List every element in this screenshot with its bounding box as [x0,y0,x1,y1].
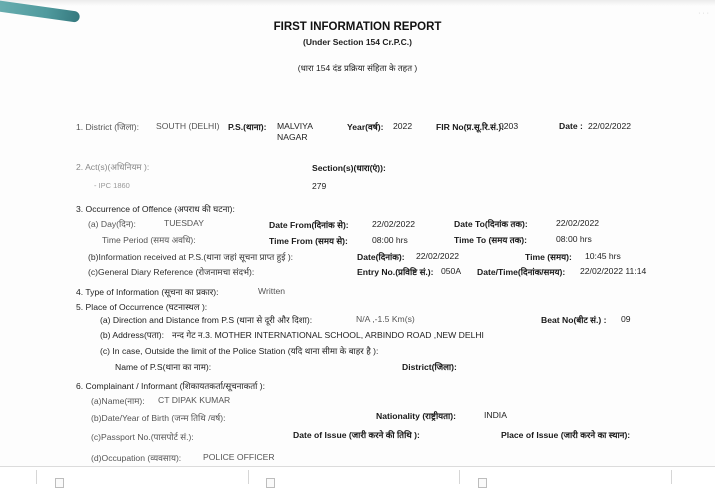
beat-no-label: Beat No(बीट सं.) : [541,315,607,325]
entry-no-value: 050A [441,266,462,276]
info-date-label: Date(दिनांक): [357,252,405,262]
passport-label: (c)Passport No.(पासपोर्ट सं.): [91,432,194,442]
day-label: (a) Day(दिन): [88,219,136,229]
time-from-label: Time From (समय से): [269,236,348,246]
info-received-label: (b)Information received at P.S.(थाना जहां सूचना प्राप्त हुई ): [88,252,294,262]
act-value: - IPC 1860 [94,181,130,190]
fir-date-label: Date : [559,121,583,131]
time-to-value: 08:00 hrs [556,234,592,244]
column-divider [36,470,37,484]
address-label: (b) Address(पता): [100,330,165,340]
document-hindi-subtitle: (धारा 154 दंड प्रक्रिया संहिता के तहत ) [297,63,418,73]
issue-date-label: Date of Issue (जारी करने की तिथि ): [293,430,420,440]
time-to-label: Time To (समय तक): [454,235,527,245]
time-from-value: 08:00 hrs [372,235,408,245]
issue-place-label: Place of Issue (जारी करने का स्थान): [501,430,631,440]
column-divider [671,470,672,484]
faint-corner-text: · · · [698,10,709,17]
gd-reference-label: (c)General Diary Reference (रोजनामचा संदर्भ): [88,267,255,277]
document-subtitle: (Under Section 154 Cr.P.C.) [303,37,412,47]
acts-label: 2. Act(s)(अधिनियम ): [76,162,150,172]
ps-value-line1: MALVIYA [277,121,313,131]
gd-datetime-value: 22/02/2022 11:14 [580,266,647,276]
complainant-heading: 6. Complainant / Informant (शिकायतकर्ता/सूचनाकर्ता ): [76,381,266,391]
ps-value-line2: NAGAR [277,132,308,142]
info-type-label: 4. Type of Information (सूचना का प्रकार): [76,287,219,297]
occupation-value: POLICE OFFICER [203,452,275,462]
day-value: TUESDAY [164,218,204,228]
nationality-value: INDIA [484,410,507,420]
gd-datetime-label: Date/Time(दिनांक/समय): [477,267,566,277]
bottom-page-strip [0,466,715,485]
info-time-label: Time (समय): [525,252,572,262]
place-occurrence-heading: 5. Place of Occurrence (घटनास्थल ): [76,302,208,312]
section-value: 279 [312,181,327,191]
district-value: SOUTH (DELHI) [156,121,220,131]
nationality-label: Nationality (राष्ट्रीयता): [376,411,456,421]
broken-image-icon [266,478,275,488]
info-time-value: 10:45 hrs [585,251,621,261]
year-label: Year(वर्ष): [347,122,384,132]
ps-label: P.S.(थाना): [228,122,267,132]
fir-no-label: FIR No(प्र.सू.रि.सं.): [436,122,505,132]
column-divider [248,470,249,484]
sections-label: Section(s)(धारा(एं)): [312,163,386,173]
date-from-label: Date From(दिनांक से): [269,220,349,230]
complainant-name-label: (a)Name(नाम): [91,396,145,406]
address-value: नन्द गेट न.3. MOTHER INTERNATIONAL SCHOOL, ARBINDO ROAD ,NEW DELHI [172,330,484,340]
outside-ps-name-label: Name of P.S(थाना का नाम): [115,362,212,372]
date-from-value: 22/02/2022 [372,219,416,229]
beat-no-value: 09 [621,314,631,324]
dob-label: (b)Date/Year of Birth (जन्म तिथि /वर्ष): [91,413,226,423]
time-period-label: Time Period (समय अवधि): [102,235,196,245]
year-value: 2022 [393,121,413,131]
info-date-value: 22/02/2022 [416,251,460,261]
fir-date-value: 22/02/2022 [588,121,632,131]
date-to-label: Date To(दिनांक तक): [454,219,528,229]
info-type-value: Written [258,286,286,296]
fir-no-value: 0203 [499,121,519,131]
date-to-value: 22/02/2022 [556,218,600,228]
broken-image-icon [478,478,487,488]
complainant-name-value: CT DIPAK KUMAR [158,395,231,405]
column-divider [459,470,460,484]
broken-image-icon [55,478,64,488]
outside-limit-label: (c) In case, Outside the limit of the Police Station (यदि थाना सीमा के बाहर है ): [100,346,379,356]
district-label: 1. District (जिला): [76,122,139,132]
document-title: FIRST INFORMATION REPORT [273,21,442,33]
direction-distance-label: (a) Direction and Distance from P.S (थाना से दूरी और दिशा): [100,315,313,325]
outside-district-label: District(जिला): [402,362,457,372]
occurrence-heading: 3. Occurrence of Offence (अपराध की घटना): [76,204,235,214]
direction-distance-value: N/A ,-1.5 Km(s) [356,314,415,324]
top-shadow [0,0,715,6]
occupation-label: (d)Occupation (व्यवसाय): [91,453,182,463]
entry-no-label: Entry No.(प्रविष्टि सं.): [357,267,434,277]
